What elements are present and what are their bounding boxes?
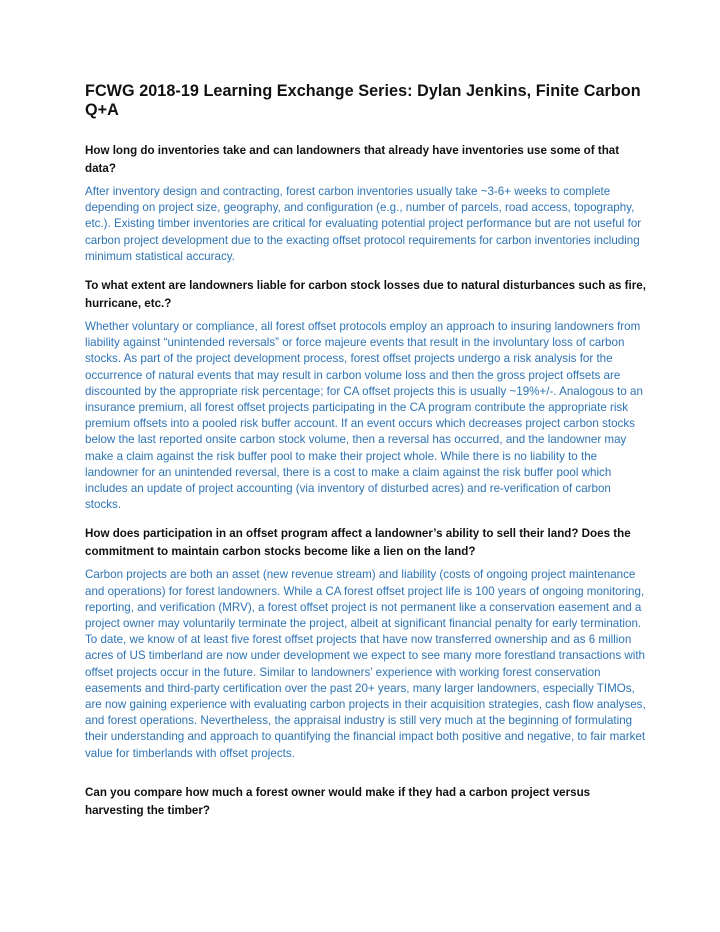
- question-text: To what extent are landowners liable for carbon stock losses due to natural disturbances such as fire, hurricane, etc.?: [85, 279, 646, 311]
- qa-section: [85, 142, 650, 265]
- qa-section: [85, 784, 650, 820]
- qa-section: [85, 525, 650, 761]
- qa-section: [85, 277, 650, 513]
- question-text: How does participation in an offset program affect a landowner’s ability to sell their land? Does the commitment to maintain carbon stocks become like a lien on the land?: [85, 527, 631, 559]
- question-text: How long do inventories take and can landowners that already have inventories use some of that data?: [85, 144, 620, 175]
- question-text: Can you compare how much a forest owner would make if they had a carbon project versus harvesting the timber?: [85, 785, 591, 817]
- answer-text: Carbon projects are both an asset (new revenue stream) and liability (costs of ongoing project maintenance and operations) for forest landowners. While a CA forest offset project life is 100 years of ongoing monitoring, reporting, and verification (MRV), a forest offset project is not permanent like a conservation easement and a project owner may voluntarily terminate the project, albeit at significant financial penalty for early termination. To date, we know of at least five forest offset projects that have now transferred ownership and as 6 million acres of US timberland are now under development we expect to see many more forestland transactions with offset projects occur in the future. Similar to landowners’ experience with working forest conservation easements and third-party certification over the past 20+ years, many larger landowners, especially TIMOs, are now gaining experience with evaluating carbon projects in their acquisition strategies, cash flow analyses, and forest operations. Nevertheless, the appraisal industry is still very much at the beginning of formulating their understanding and approach to quantifying the financial impact both positive and negative, to fair market value for timberlands with offset projects.: [85, 568, 646, 760]
- page-title: FCWG 2018-19 Learning Exchange Series: Dylan Jenkins, Finite Carbon Q+A: [85, 82, 641, 119]
- answer-text: Whether voluntary or compliance, all forest offset protocols employ an approach to insuring landowners from liability against “unintended reversals” or force majeure events that result in the involuntary loss of carbon stocks. As part of the project development process, forest offset projects undergo a risk analysis for the occurrence of natural events that may result in carbon volume loss and then the gross project offsets are discounted by the appropriate risk percentage; for CA offset projects this is usually ~19%+/-. Analogous to an insurance premium, all forest offset projects participating in the CA program contribute the appropriate risk premium offsets into a pooled risk buffer account. If an event occurs which decreases project carbon stocks below the last reported onsite carbon stock volume, then a reversal has occurred, and the landowner may make a claim against the risk buffer pool to make their project whole. While there is no liability to the landowner for an unintended reversal, there is a cost to make a claim against the risk buffer pool which includes an update of project accounting (via inventory of disturbed acres) and re-verification of carbon stocks.: [85, 320, 643, 512]
- answer-text: After inventory design and contracting, forest carbon inventories usually take ~3-6+ weeks to complete depending on project size, geography, and configuration (e.g., number of parcels, road access, topography, etc.). Existing timber inventories are critical for evaluating potential project performance but are not useful for carbon project development due to the exacting offset protocol requirements for carbon inventories including minimum statistical accuracy.: [85, 185, 642, 263]
